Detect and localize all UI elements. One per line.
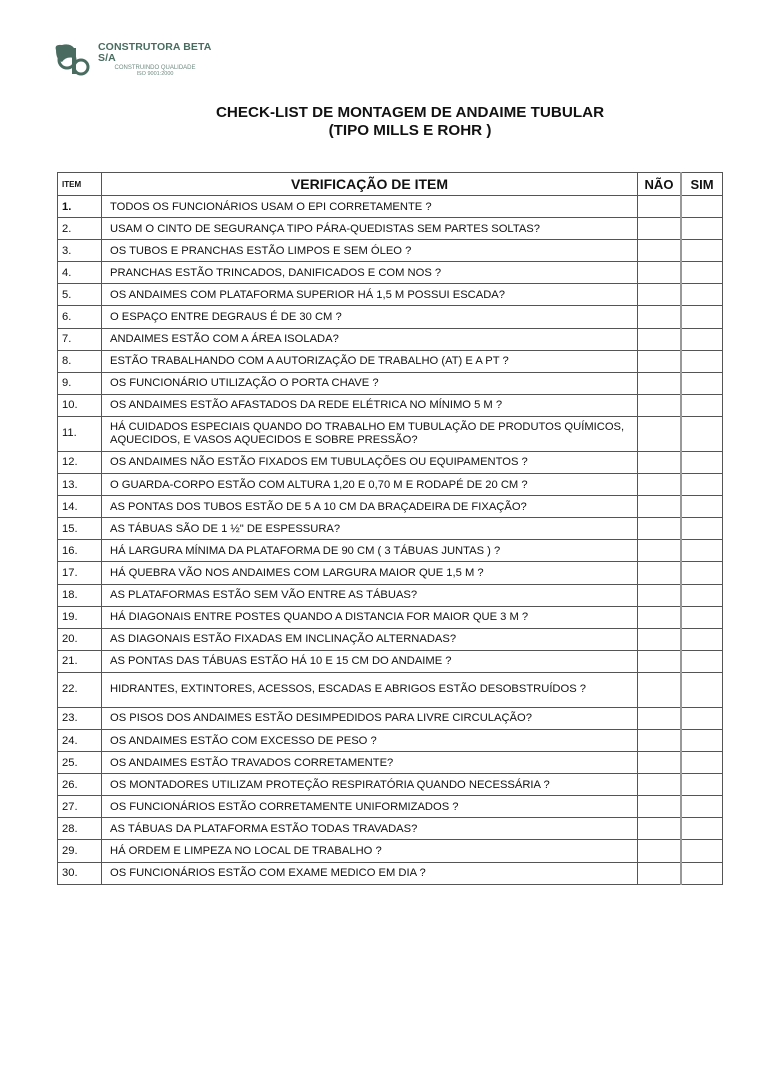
- verification-text: HÁ LARGURA MÍNIMA DA PLATAFORMA DE 90 CM ( 3 TÁBUAS JUNTAS ) ?: [102, 540, 638, 562]
- nao-checkbox-cell[interactable]: [638, 218, 682, 240]
- verification-text: OS ANDAIMES NÃO ESTÃO FIXADOS EM TUBULAÇÕES OU EQUIPAMENTOS ?: [102, 451, 638, 473]
- table-row: [58, 218, 723, 240]
- verification-text: AS PONTAS DAS TÁBUAS ESTÃO HÁ 10 E 15 CM DO ANDAIME ?: [102, 650, 638, 672]
- nao-checkbox-cell[interactable]: [638, 416, 682, 451]
- verification-text: HÁ DIAGONAIS ENTRE POSTES QUANDO A DISTANCIA FOR MAIOR QUE 3 M ?: [102, 606, 638, 628]
- item-number: 28.: [58, 818, 102, 840]
- nao-checkbox-cell[interactable]: [638, 707, 682, 729]
- nao-checkbox-cell[interactable]: [638, 240, 682, 262]
- verification-text: AS TÁBUAS SÃO DE 1 ½" DE ESPESSURA?: [102, 518, 638, 540]
- table-row: [58, 474, 723, 496]
- checklist-table: [57, 172, 723, 885]
- verification-text: TODOS OS FUNCIONÁRIOS USAM O EPI CORRETAMENTE ?: [102, 196, 638, 218]
- item-number: 26.: [58, 774, 102, 796]
- nao-checkbox-cell[interactable]: [638, 818, 682, 840]
- verification-text: HÁ QUEBRA VÃO NOS ANDAIMES COM LARGURA MAIOR QUE 1,5 M ?: [102, 562, 638, 584]
- verification-text: OS PISOS DOS ANDAIMES ESTÃO DESIMPEDIDOS PARA LIVRE CIRCULAÇÃO?: [102, 707, 638, 729]
- sim-checkbox-cell[interactable]: [681, 372, 723, 394]
- table-row: [58, 394, 723, 416]
- item-number: 19.: [58, 606, 102, 628]
- verification-text: HIDRANTES, EXTINTORES, ACESSOS, ESCADAS E ABRIGOS ESTÃO DESOBSTRUÍDOS ?: [102, 672, 638, 707]
- table-row: [58, 862, 723, 884]
- item-number: 30.: [58, 862, 102, 884]
- sim-checkbox-cell[interactable]: [681, 284, 723, 306]
- table-row: [58, 584, 723, 606]
- table-row: [58, 240, 723, 262]
- verification-text: OS TUBOS E PRANCHAS ESTÃO LIMPOS E SEM ÓLEO ?: [102, 240, 638, 262]
- nao-checkbox-cell[interactable]: [638, 796, 682, 818]
- verification-text: AS TÁBUAS DA PLATAFORMA ESTÃO TODAS TRAVADAS?: [102, 818, 638, 840]
- sim-checkbox-cell[interactable]: [681, 650, 723, 672]
- sim-checkbox-cell[interactable]: [681, 752, 723, 774]
- column-header-verification: VERIFICAÇÃO DE ITEM: [102, 173, 638, 196]
- table-row: [58, 496, 723, 518]
- sim-checkbox-cell[interactable]: [681, 672, 723, 707]
- sim-checkbox-cell[interactable]: [681, 240, 723, 262]
- sim-checkbox-cell[interactable]: [681, 628, 723, 650]
- sim-checkbox-cell[interactable]: [681, 862, 723, 884]
- item-number: 4.: [58, 262, 102, 284]
- item-number: 9.: [58, 372, 102, 394]
- item-number: 1.: [58, 196, 102, 218]
- title-line-1: CHECK-LIST DE MONTAGEM DE ANDAIME TUBULAR: [215, 104, 605, 121]
- sim-checkbox-cell[interactable]: [681, 840, 723, 862]
- verification-text: OS ANDAIMES COM PLATAFORMA SUPERIOR HÁ 1,5 M POSSUI ESCADA?: [102, 284, 638, 306]
- nao-checkbox-cell[interactable]: [638, 729, 682, 751]
- table-row: [58, 196, 723, 218]
- nao-checkbox-cell[interactable]: [638, 474, 682, 496]
- item-number: 8.: [58, 350, 102, 372]
- sim-checkbox-cell[interactable]: [681, 707, 723, 729]
- verification-text: ANDAIMES ESTÃO COM A ÁREA ISOLADA?: [102, 328, 638, 350]
- table-row: [58, 628, 723, 650]
- sim-checkbox-cell[interactable]: [681, 562, 723, 584]
- table-row: [58, 416, 723, 451]
- verification-text: OS FUNCIONÁRIOS ESTÃO CORRETAMENTE UNIFORMIZADOS ?: [102, 796, 638, 818]
- table-row: [58, 372, 723, 394]
- verification-text: OS ANDAIMES ESTÃO AFASTADOS DA REDE ELÉTRICA NO MÍNIMO 5 M ?: [102, 394, 638, 416]
- verification-text: ESTÃO TRABALHANDO COM A AUTORIZAÇÃO DE TRABALHO (AT) E A PT ?: [102, 350, 638, 372]
- verification-text: O ESPAÇO ENTRE DEGRAUS É DE 30 CM ?: [102, 306, 638, 328]
- column-header-nao: NÃO: [638, 173, 682, 196]
- item-number: 7.: [58, 328, 102, 350]
- table-row: [58, 540, 723, 562]
- verification-text: OS ANDAIMES ESTÃO TRAVADOS CORRETAMENTE?: [102, 752, 638, 774]
- nao-checkbox-cell[interactable]: [638, 306, 682, 328]
- item-number: 16.: [58, 540, 102, 562]
- nao-checkbox-cell[interactable]: [638, 496, 682, 518]
- nao-checkbox-cell[interactable]: [638, 650, 682, 672]
- sim-checkbox-cell[interactable]: [681, 584, 723, 606]
- nao-checkbox-cell[interactable]: [638, 540, 682, 562]
- nao-checkbox-cell[interactable]: [638, 518, 682, 540]
- verification-text: AS PLATAFORMAS ESTÃO SEM VÃO ENTRE AS TÁBUAS?: [102, 584, 638, 606]
- verification-text: PRANCHAS ESTÃO TRINCADOS, DANIFICADOS E COM NOS ?: [102, 262, 638, 284]
- item-number: 2.: [58, 218, 102, 240]
- sim-checkbox-cell[interactable]: [681, 474, 723, 496]
- nao-checkbox-cell[interactable]: [638, 328, 682, 350]
- nao-checkbox-cell[interactable]: [638, 628, 682, 650]
- sim-checkbox-cell[interactable]: [681, 306, 723, 328]
- item-number: 14.: [58, 496, 102, 518]
- item-number: 24.: [58, 729, 102, 751]
- sim-checkbox-cell[interactable]: [681, 416, 723, 451]
- verification-text: O GUARDA-CORPO ESTÃO COM ALTURA 1,20 E 0,70 M E RODAPÉ DE 20 CM ?: [102, 474, 638, 496]
- item-number: 22.: [58, 672, 102, 707]
- sim-checkbox-cell[interactable]: [681, 518, 723, 540]
- nao-checkbox-cell[interactable]: [638, 752, 682, 774]
- verification-text: HÁ CUIDADOS ESPECIAIS QUANDO DO TRABALHO EM TUBULAÇÃO DE PRODUTOS QUÍMICOS, AQUECIDOS, E VASOS AQUECIDOS E SOBRE PRESSÃO?: [102, 416, 638, 451]
- column-header-item: ITEM: [58, 173, 102, 196]
- table-row: [58, 562, 723, 584]
- nao-checkbox-cell[interactable]: [638, 372, 682, 394]
- nao-checkbox-cell[interactable]: [638, 196, 682, 218]
- sim-checkbox-cell[interactable]: [681, 394, 723, 416]
- item-number: 10.: [58, 394, 102, 416]
- sim-checkbox-cell[interactable]: [681, 196, 723, 218]
- table-row: [58, 350, 723, 372]
- nao-checkbox-cell[interactable]: [638, 584, 682, 606]
- verification-text: HÁ ORDEM E LIMPEZA NO LOCAL DE TRABALHO ?: [102, 840, 638, 862]
- verification-text: OS MONTADORES UTILIZAM PROTEÇÃO RESPIRATÓRIA QUANDO NECESSÁRIA ?: [102, 774, 638, 796]
- item-number: 13.: [58, 474, 102, 496]
- sim-checkbox-cell[interactable]: [681, 774, 723, 796]
- item-number: 11.: [58, 416, 102, 451]
- table-row: [58, 451, 723, 473]
- nao-checkbox-cell[interactable]: [638, 451, 682, 473]
- nao-checkbox-cell[interactable]: [638, 394, 682, 416]
- table-row: [58, 284, 723, 306]
- nao-checkbox-cell[interactable]: [638, 774, 682, 796]
- table-row: [58, 606, 723, 628]
- sim-checkbox-cell[interactable]: [681, 496, 723, 518]
- nao-checkbox-cell[interactable]: [638, 350, 682, 372]
- sim-checkbox-cell[interactable]: [681, 818, 723, 840]
- table-row: [58, 796, 723, 818]
- sim-checkbox-cell[interactable]: [681, 796, 723, 818]
- table-row: [58, 306, 723, 328]
- item-number: 27.: [58, 796, 102, 818]
- table-header-row: [58, 173, 723, 196]
- sim-checkbox-cell[interactable]: [681, 328, 723, 350]
- nao-checkbox-cell[interactable]: [638, 862, 682, 884]
- item-number: 25.: [58, 752, 102, 774]
- table-row: [58, 650, 723, 672]
- verification-text: AS DIAGONAIS ESTÃO FIXADAS EM INCLINAÇÃO ALTERNADAS?: [102, 628, 638, 650]
- nao-checkbox-cell[interactable]: [638, 606, 682, 628]
- item-number: 23.: [58, 707, 102, 729]
- sim-checkbox-cell[interactable]: [681, 729, 723, 751]
- table-row: [58, 752, 723, 774]
- verification-text: OS ANDAIMES ESTÃO COM EXCESSO DE PESO ?: [102, 729, 638, 751]
- table-row: [58, 672, 723, 707]
- table-row: [58, 840, 723, 862]
- table-row: [58, 818, 723, 840]
- column-header-sim: SIM: [681, 173, 723, 196]
- item-number: 18.: [58, 584, 102, 606]
- item-number: 20.: [58, 628, 102, 650]
- nao-checkbox-cell[interactable]: [638, 562, 682, 584]
- table-row: [58, 262, 723, 284]
- table-row: [58, 729, 723, 751]
- item-number: 17.: [58, 562, 102, 584]
- sim-checkbox-cell[interactable]: [681, 350, 723, 372]
- verification-text: AS PONTAS DOS TUBOS ESTÃO DE 5 A 10 CM DA BRAÇADEIRA DE FIXAÇÃO?: [102, 496, 638, 518]
- item-number: 29.: [58, 840, 102, 862]
- item-number: 6.: [58, 306, 102, 328]
- item-number: 5.: [58, 284, 102, 306]
- item-number: 12.: [58, 451, 102, 473]
- item-number: 15.: [58, 518, 102, 540]
- table-row: [58, 328, 723, 350]
- sim-checkbox-cell[interactable]: [681, 218, 723, 240]
- company-certification: ISO 9001:2000: [136, 71, 174, 78]
- table-row: [58, 707, 723, 729]
- item-number: 3.: [58, 240, 102, 262]
- company-tagline: CONSTRUINDO QUALIDADE: [114, 65, 196, 72]
- nao-checkbox-cell[interactable]: [638, 672, 682, 707]
- verification-text: OS FUNCIONÁRIO UTILIZAÇÃO O PORTA CHAVE ?: [102, 372, 638, 394]
- verification-text: OS FUNCIONÁRIOS ESTÃO COM EXAME MEDICO EM DIA ?: [102, 862, 638, 884]
- table-row: [58, 774, 723, 796]
- table-row: [58, 518, 723, 540]
- company-logo-icon: [52, 42, 94, 78]
- verification-text: USAM O CINTO DE SEGURANÇA TIPO PÁRA-QUEDISTAS SEM PARTES SOLTAS?: [102, 218, 638, 240]
- sim-checkbox-cell[interactable]: [681, 540, 723, 562]
- sim-checkbox-cell[interactable]: [681, 606, 723, 628]
- page-title: [120, 104, 700, 140]
- item-number: 21.: [58, 650, 102, 672]
- nao-checkbox-cell[interactable]: [638, 284, 682, 306]
- nao-checkbox-cell[interactable]: [638, 262, 682, 284]
- title-line-2: (TIPO MILLS E ROHR ): [328, 122, 492, 139]
- sim-checkbox-cell[interactable]: [681, 262, 723, 284]
- sim-checkbox-cell[interactable]: [681, 451, 723, 473]
- company-name: CONSTRUTORA BETA S/A: [98, 41, 212, 64]
- nao-checkbox-cell[interactable]: [638, 840, 682, 862]
- company-logo: [52, 40, 212, 80]
